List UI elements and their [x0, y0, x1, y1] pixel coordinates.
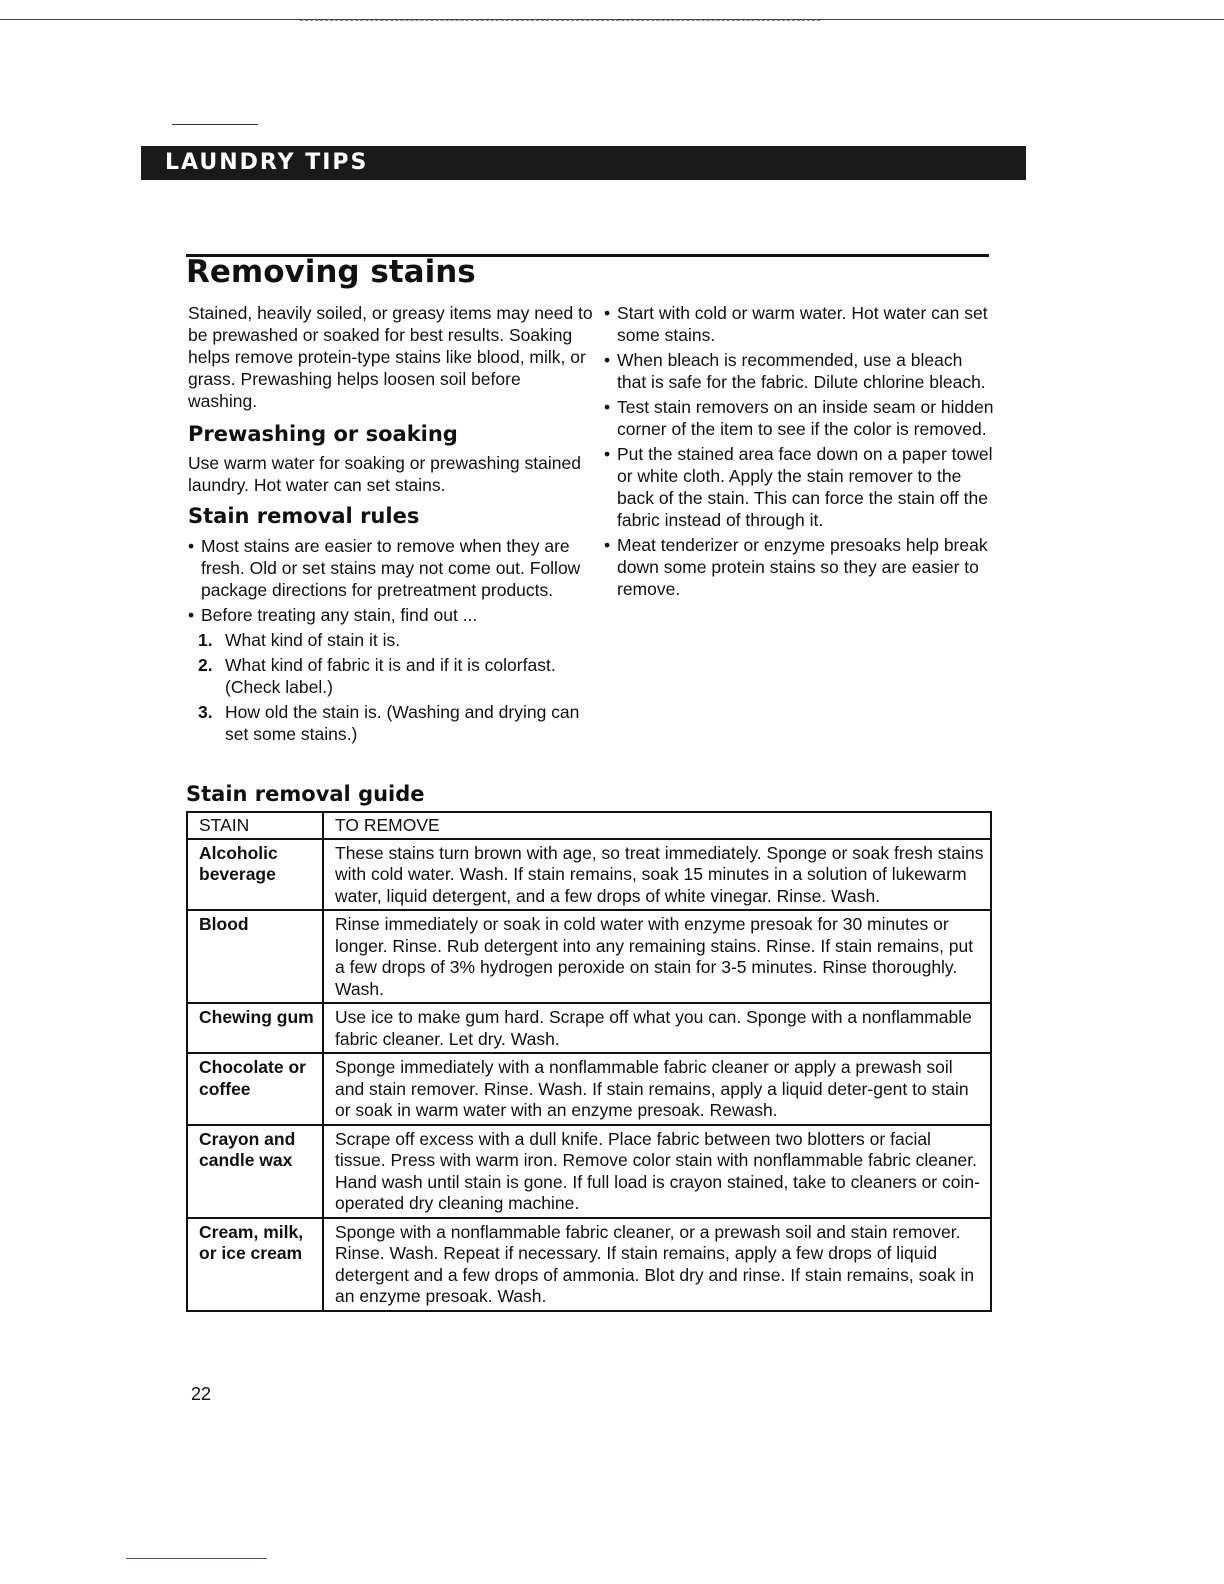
- footer-rule: [126, 1558, 267, 1559]
- stain-cell: Cream, milk, or ice cream: [187, 1218, 323, 1311]
- table-row: [187, 1003, 991, 1053]
- page-number: 22: [191, 1384, 212, 1404]
- list-item: • Most stains are easier to remove when they are fresh. Old or set stains may not come out. Follow package directions for pretreatment products.: [188, 535, 593, 601]
- list-item: • Meat tenderizer or enzyme presoaks help break down some protein stains so they are easier to remove.: [604, 534, 994, 600]
- remove-cell: Sponge with a nonflammable fabric cleaner, or a prewash soil and stain remover. Rinse. Wash. Repeat if necessary. If stain remains, apply a few drops of liquid detergent and a few drops of ammonia. Blot dry and rinse. If stain remains, soak in an enzyme presoak. Wash.: [323, 1218, 991, 1311]
- step-text: How old the stain is. (Washing and drying can set some stains.): [225, 702, 580, 744]
- page-title: Removing stains: [186, 254, 476, 290]
- top-dashed-rule: [300, 20, 820, 21]
- list-item: • Test stain removers on an inside seam or hidden corner of the item to see if the color is removed.: [604, 396, 994, 440]
- stain-cell: Blood: [187, 910, 323, 1003]
- table-row: [187, 1053, 991, 1125]
- remove-cell: Scrape off excess with a dull knife. Place fabric between two blotters or facial tissue. Press with warm iron. Remove color stain with nonflammable fabric cleaner. Hand wash until stain is gone. If full load is crayon stained, take to cleaners or coin-operated dry cleaning machine.: [323, 1125, 991, 1218]
- tips-list: [604, 302, 994, 600]
- column-header-remove: TO REMOVE: [323, 812, 991, 839]
- remove-cell: These stains turn brown with age, so treat immediately. Sponge or soak fresh stains with cold water. Wash. If stain remains, soak 15 minutes in a solution of lukewarm water, liquid detergent, and a few drops of white vinegar. Rinse. Wash.: [323, 839, 991, 911]
- list-item: [198, 701, 593, 745]
- list-item: • Start with cold or warm water. Hot water can set some stains.: [604, 302, 994, 346]
- table-header-row: [187, 812, 991, 839]
- stain-cell: Chocolate or coffee: [187, 1053, 323, 1125]
- prewash-text: Use warm water for soaking or prewashing stained laundry. Hot water can set stains.: [188, 453, 581, 495]
- stain-cell: Chewing gum: [187, 1003, 323, 1053]
- list-item: [198, 629, 593, 651]
- list-item: [198, 654, 593, 698]
- rules-heading: Stain removal rules: [188, 504, 420, 528]
- step-number: 2.: [198, 655, 213, 675]
- step-number: 1.: [198, 630, 213, 650]
- stain-cell: Crayon and candle wax: [187, 1125, 323, 1218]
- right-column: [604, 302, 994, 603]
- intro-paragraph: Stained, heavily soiled, or greasy items may need to be prewashed or soaked for best results. Soaking helps remove protein-type stains like blood, milk, or grass. Prewashing helps loosen soil before washing.: [188, 303, 593, 411]
- step-text: What kind of fabric it is and if it is colorfast. (Check label.): [225, 655, 556, 697]
- list-item: • Before treating any stain, find out ...: [188, 604, 593, 626]
- remove-cell: Use ice to make gum hard. Scrape off what you can. Sponge with a nonflammable fabric cleaner. Let dry. Wash.: [323, 1003, 991, 1053]
- remove-cell: Rinse immediately or soak in cold water with enzyme presoak for 30 minutes or longer. Rinse. Rub detergent into any remaining stains. Rinse. If stain remains, put a few drops of 3% hydrogen peroxide on stain for 3-5 minutes. Rinse thoroughly. Wash.: [323, 910, 991, 1003]
- prewash-heading: Prewashing or soaking: [188, 422, 458, 446]
- rules-steps: [188, 629, 593, 745]
- table-row: [187, 839, 991, 911]
- rules-list: [188, 535, 593, 626]
- table-row: [187, 1218, 991, 1311]
- stain-guide-table: [186, 811, 992, 1312]
- step-text: What kind of stain it is.: [225, 630, 401, 650]
- list-item: • Put the stained area face down on a paper towel or white cloth. Apply the stain remover to the back of the stain. This can force the stain off the fabric instead of through it.: [604, 443, 994, 531]
- short-rule: [172, 124, 258, 125]
- column-header-stain: STAIN: [187, 812, 323, 839]
- remove-cell: Sponge immediately with a nonflammable fabric cleaner or apply a prewash soil and stain remover. Rinse. Wash. If stain remains, apply a liquid deter-gent to stain or soak in warm water with an enzyme presoak. Rewash.: [323, 1053, 991, 1125]
- list-item: • When bleach is recommended, use a bleach that is safe for the fabric. Dilute chlorine bleach.: [604, 349, 994, 393]
- section-banner: LAUNDRY TIPS: [141, 146, 1026, 180]
- table-row: [187, 910, 991, 1003]
- stain-cell: Alcoholic beverage: [187, 839, 323, 911]
- step-number: 3.: [198, 702, 213, 722]
- left-column: [188, 302, 593, 745]
- guide-heading: Stain removal guide: [186, 782, 425, 806]
- table-row: [187, 1125, 991, 1218]
